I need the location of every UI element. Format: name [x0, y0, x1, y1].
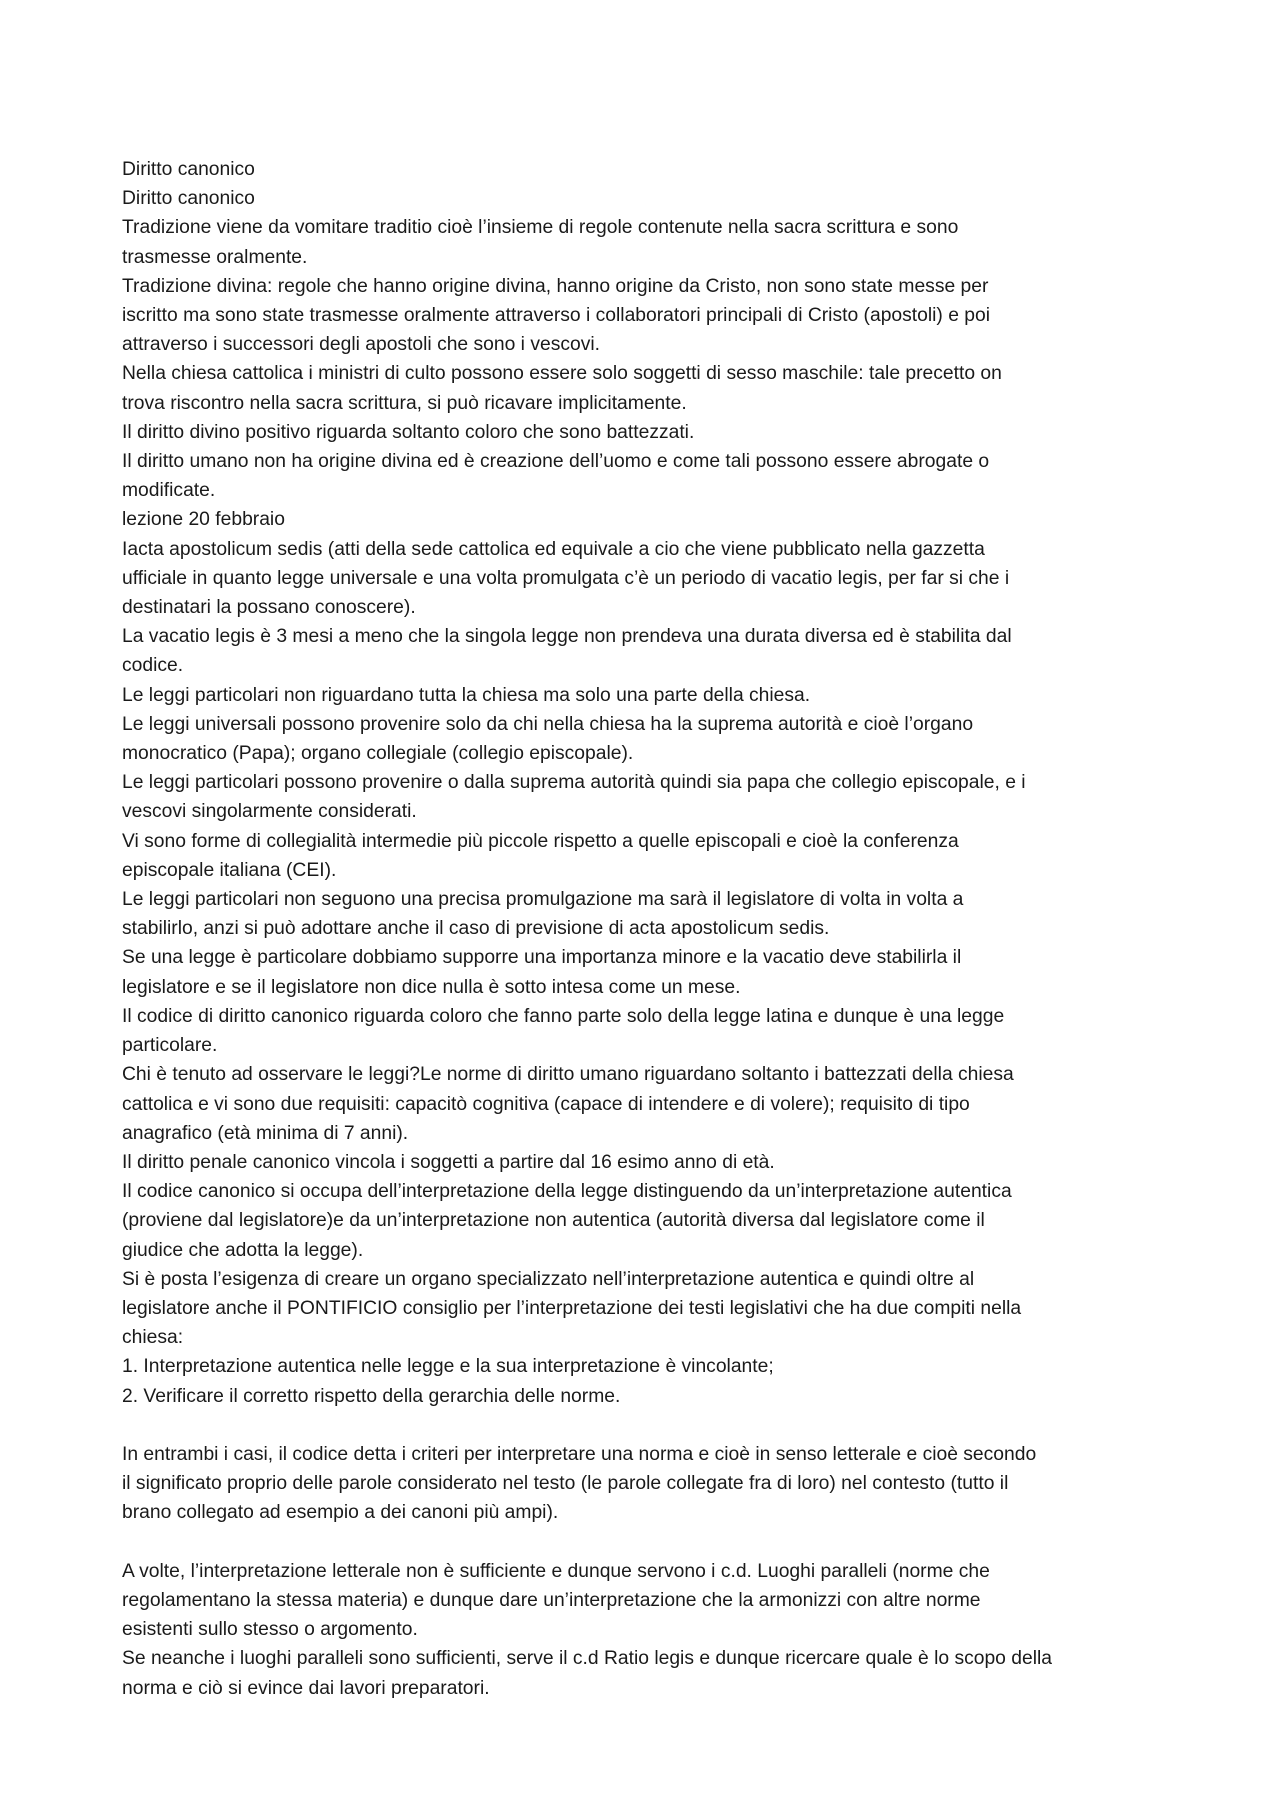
text-line: Il diritto divino positivo riguarda soltanto coloro che sono battezzati. [122, 421, 695, 443]
text-line: iscritto ma sono state trasmesse oralmente attraverso i collaboratori principali di Cristo (apostoli) e poi [122, 305, 991, 327]
text-line: regolamentano la stessa materia) e dunque dare un’interpretazione che la armonizzi con altre norme [122, 1589, 981, 1611]
text-line: Il diritto penale canonico vincola i soggetti a partire dal 16 esimo anno di età. [122, 1151, 775, 1173]
text-line: Le leggi particolari possono provenire o dalla suprema autorità quindi sia papa che collegio episcopale, e i [122, 772, 1026, 794]
text-line: legislatore e se il legislatore non dice nulla è sotto intesa come un mese. [122, 976, 741, 998]
text-line: esistenti sullo stesso o argomento. [122, 1619, 418, 1641]
text-line: legislatore anche il PONTIFICIO consiglio per l’interpretazione dei testi legislativi che ha due compiti nella [122, 1297, 1022, 1319]
text-line: destinatari la possano conoscere). [122, 597, 416, 619]
text-line: La vacatio legis è 3 mesi a meno che la singola legge non prendeva una durata diversa ed è stabilita dal [122, 626, 1012, 648]
text-line: Iacta apostolicum sedis (atti della sede cattolica ed equivale a cio che viene pubblicato nella gazzetta [122, 538, 985, 560]
text-line: giudice che adotta la legge). [122, 1239, 364, 1261]
text-line: Se una legge è particolare dobbiamo supporre una importanza minore e la vacatio deve stabilirla il [122, 947, 962, 969]
text-line: Le leggi particolari non seguono una precisa promulgazione ma sarà il legislatore di volta in volta a [122, 889, 964, 911]
text-line: monocratico (Papa); organo collegiale (collegio episcopale). [122, 743, 634, 765]
text-line: Le leggi particolari non riguardano tutta la chiesa ma solo una parte della chiesa. [122, 684, 811, 706]
text-line: Il diritto umano non ha origine divina ed è creazione dell’uomo e come tali possono essere abrogate o [122, 451, 990, 473]
text-line: ufficiale in quanto legge universale e una volta promulgata c’è un periodo di vacatio legis, per far si che i [122, 567, 1010, 589]
text-line: lezione 20 febbraio [122, 509, 285, 531]
text-line: chiesa: [122, 1327, 184, 1349]
text-line: Si è posta l’esigenza di creare un organo specializzato nell’interpretazione autentica e quindi oltre al [122, 1268, 975, 1290]
text-line: attraverso i successori degli apostoli che sono i vescovi. [122, 334, 600, 356]
text-line: norma e ciò si evince dai lavori preparatori. [122, 1677, 490, 1699]
text-line: trova riscontro nella sacra scrittura, si può ricavare implicitamente. [122, 392, 687, 414]
text-line: modificate. [122, 480, 216, 502]
text-line: Nella chiesa cattolica i ministri di culto possono essere solo soggetti di sesso maschile: tale precetto on [122, 363, 1002, 385]
text-line: Diritto canonico [122, 159, 255, 180]
text-line: Vi sono forme di collegialità intermedie più piccole rispetto a quelle episcopali e cioè la conferenza [122, 830, 959, 852]
text-line: brano collegato ad esempio a dei canoni più ampi). [122, 1502, 559, 1524]
text-line: cattolica e vi sono due requisiti: capacitò cognitiva (capace di intendere e di volere); requisito di tipo [122, 1093, 970, 1115]
text-line: Tradizione divina: regole che hanno origine divina, hanno origine da Cristo, non sono state messe per [122, 275, 989, 297]
text-line: stabilirlo, anzi si può adottare anche il caso di previsione di acta apostolicum sedis. [122, 918, 830, 940]
text-line: Tradizione viene da vomitare traditio cioè l’insieme di regole contenute nella sacra scrittura e sono [122, 217, 959, 239]
text-line: vescovi singolarmente considerati. [122, 801, 417, 823]
text-line: Il codice di diritto canonico riguarda coloro che fanno parte solo della legge latina e dunque è una legge [122, 1005, 1005, 1027]
text-line: In entrambi i casi, il codice detta i criteri per interpretare una norma e cioè in senso letterale e cioè secondo [122, 1443, 1037, 1465]
text-line: episcopale italiana (CEI). [122, 859, 337, 881]
text-line: Chi è tenuto ad osservare le leggi?Le norme di diritto umano riguardano soltanto i battezzati della chiesa [122, 1064, 1014, 1086]
document-body [122, 155, 1172, 1703]
text-line: particolare. [122, 1035, 218, 1057]
text-line: A volte, l’interpretazione letterale non è sufficiente e dunque servono i c.d. Luoghi paralleli (norme che [122, 1560, 990, 1582]
text-line: Il codice canonico si occupa dell’interpretazione della legge distinguendo da un’interpretazione autentica [122, 1181, 1012, 1203]
text-line: trasmesse oralmente. [122, 246, 308, 268]
text-line: 1. Interpretazione autentica nelle legge e la sua interpretazione è vincolante; [122, 1356, 774, 1378]
blank-line [122, 1528, 1172, 1557]
blank-line [122, 1411, 1172, 1440]
text-line: codice. [122, 655, 184, 677]
text-line: (proviene dal legislatore)e da un’interpretazione non autentica (autorità diversa dal legislatore come il [122, 1210, 985, 1232]
text-line: anagrafico (età minima di 7 anni). [122, 1122, 409, 1144]
text-line: 2. Verificare il corretto rispetto della gerarchia delle norme. [122, 1385, 621, 1407]
text-line: Le leggi universali possono provenire solo da chi nella chiesa ha la suprema autorità e cioè l’organo [122, 713, 974, 735]
text-line: il significato proprio delle parole considerato nel testo (le parole collegate fra di loro) nel contesto (tutto il [122, 1473, 1009, 1495]
text-line: Se neanche i luoghi paralleli sono sufficienti, serve il c.d Ratio legis e dunque ricercare quale è lo scopo della [122, 1648, 1052, 1670]
text-line: Diritto canonico [122, 188, 255, 210]
